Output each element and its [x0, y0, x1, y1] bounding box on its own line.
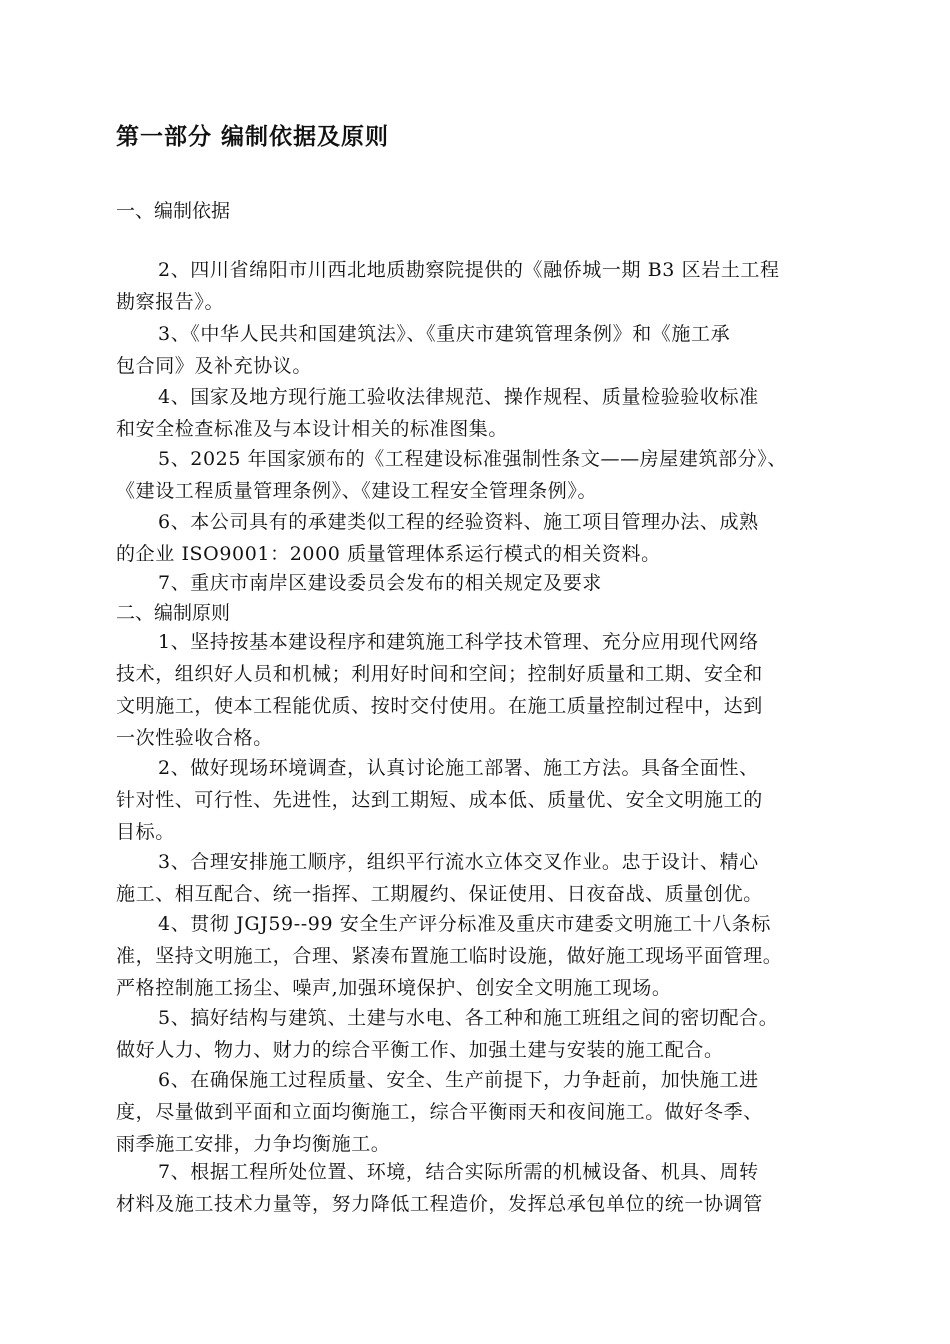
text-line: 4、贯彻 JGJ59--99 安全生产评分标准及重庆市建委文明施工十八条标	[158, 913, 771, 935]
principle-item	[116, 908, 858, 1004]
text-line: 7、重庆市南岸区建设委员会发布的相关规定及要求	[158, 572, 602, 594]
text-line: 准，坚持文明施工，合理、紧凑布置施工临时设施，做好施工现场平面管理。	[116, 945, 783, 967]
basis-item	[116, 381, 858, 445]
basis-item	[116, 567, 858, 599]
basis-item	[116, 506, 858, 570]
text-line: 技术，组织好人员和机械；利用好时间和空间；控制好质量和工期、安全和	[116, 663, 763, 685]
principle-item	[116, 1064, 858, 1160]
section-heading-basis: 一、编制依据	[116, 200, 231, 222]
text-line: 包合同》及补充协议。	[116, 355, 313, 377]
text-line: 勘察报告》。	[116, 291, 225, 313]
text-line: 材料及施工技术力量等，努力降低工程造价，发挥总承包单位的统一协调管	[116, 1193, 763, 1215]
section-heading-principles: 二、编制原则	[116, 602, 231, 624]
principle-item	[116, 846, 858, 910]
text-line: 2、四川省绵阳市川西北地质勘察院提供的《融侨城一期 B3 区岩土工程	[158, 259, 780, 281]
text-line: 1、坚持按基本建设程序和建筑施工科学技术管理、充分应用现代网络	[158, 631, 759, 653]
text-line: 施工、相互配合、统一指挥、工期履约、保证使用、日夜奋战、质量创优。	[116, 883, 763, 905]
text-line: 7、根据工程所处位置、环境，结合实际所需的机械设备、机具、周转	[158, 1161, 759, 1183]
basis-item	[116, 254, 858, 318]
page-title: 第一部分 编制依据及原则	[116, 124, 390, 150]
text-line: 雨季施工安排，力争均衡施工。	[116, 1133, 391, 1155]
basis-item	[116, 443, 858, 507]
principle-item	[116, 1156, 858, 1220]
text-line: 《建设工程质量管理条例》、《建设工程安全管理条例》。	[116, 480, 598, 502]
text-line: 做好人力、物力、财力的综合平衡工作、加强土建与安装的施工配合。	[116, 1039, 724, 1061]
text-line: 文明施工，使本工程能优质、按时交付使用。在施工质量控制过程中，达到	[116, 695, 763, 717]
text-line: 6、在确保施工过程质量、安全、生产前提下，力争赶前，加快施工进	[158, 1069, 759, 1091]
text-line: 3、《中华人民共和国建筑法》、《重庆市建筑管理条例》和《施工承	[158, 323, 731, 345]
text-line: 2、做好现场环境调查，认真讨论施工部署、施工方法。具备全面性、	[158, 757, 759, 779]
text-line: 6、本公司具有的承建类似工程的经验资料、施工项目管理办法、成熟	[158, 511, 759, 533]
text-line: 5、2025 年国家颁布的《工程建设标准强制性条文——房屋建筑部分》、	[158, 448, 787, 470]
principle-item	[116, 1002, 858, 1066]
text-line: 和安全检查标准及与本设计相关的标准图集。	[116, 418, 509, 440]
text-line: 度，尽量做到平面和立面均衡施工，综合平衡雨天和夜间施工。做好冬季、	[116, 1101, 763, 1123]
text-line: 严格控制施工扬尘、噪声,加强环境保护、创安全文明施工现场。	[116, 977, 672, 999]
text-line: 一次性验收合格。	[116, 727, 273, 749]
text-line: 目标。	[116, 821, 175, 843]
text-line: 的企业 ISO9001：2000 质量管理体系运行模式的相关资料。	[116, 543, 661, 565]
principle-item	[116, 752, 858, 848]
text-line: 4、国家及地方现行施工验收法律规范、操作规程、质量检验验收标准	[158, 386, 759, 408]
basis-item	[116, 318, 858, 382]
text-line: 5、搞好结构与建筑、土建与水电、各工种和施工班组之间的密切配合。	[158, 1007, 779, 1029]
principle-item	[116, 626, 858, 754]
text-line: 针对性、可行性、先进性，达到工期短、成本低、质量优、安全文明施工的	[116, 789, 763, 811]
text-line: 3、合理安排施工顺序，组织平行流水立体交叉作业。忠于设计、精心	[158, 851, 759, 873]
